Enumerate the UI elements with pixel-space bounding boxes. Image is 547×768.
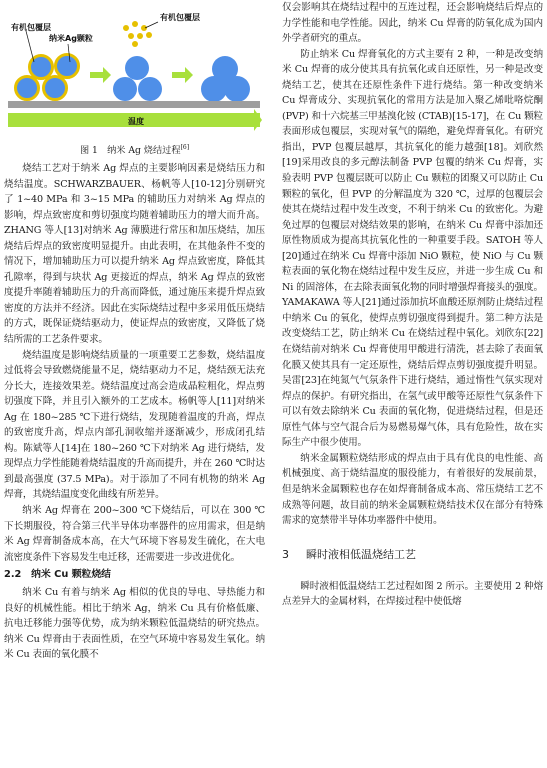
label-temperature: 温度: [128, 117, 144, 126]
figure-1-sintering-diagram: [4, 0, 265, 140]
figure-caption: 图 1 纳米 Ag 烧结过程[6]: [79, 143, 190, 156]
label-nano-ag: 纳米Ag颗粒: [49, 34, 93, 43]
section-heading-2-2: 2.2 纳米 Cu 颗粒烧结: [4, 569, 111, 581]
label-organic-coating-2: 有机包覆层: [160, 13, 200, 22]
left-column: [4, 0, 265, 663]
arrow-icon: [90, 67, 111, 83]
sintering-schematic: [4, 0, 265, 140]
arrow-icon: [172, 67, 193, 83]
section-heading-3: 3 瞬时液相低温烧结工艺: [282, 547, 416, 561]
stage-2-particles: [113, 21, 162, 101]
paragraph-temperature: 烧结温度是影响烧结质量的一项重要工艺参数，烧结温度过低将会导致燃烧能量不足，烧结驱动力不足，烧结颈无法充分长大，连接效果差。烧结温度过高会造成晶粒粗化，焊点剪切强度下降，并且引入额外的工艺成本。杨帆等人[11]对纳米 Ag 在 180~285 ℃下进行烧结，发现随着温度的升高，焊点的致密度升高，焊点内部孔洞收缩并逐渐减少，形成闭孔结构。陈斌等人[14]在 180~260 ℃下对纳米 Ag 进行烧结，发现焊点力学性能随着烧结温度的升高而提升，并在 260 ℃时达到最高强度 (37.5 MPa)。对于添加了不同有机物的纳米 Ag 焊膏，其烧结温度变化曲线有所差异。: [4, 349, 265, 501]
label-organic-coating: 有机包覆层: [11, 23, 51, 32]
paragraph-summary: 纳米金属颗粒烧结形成的焊点由于具有优良的电性能、高机械强度、高于烧结温度的服役能力，有着很好的发展前景，但是纳米金属颗粒也存在如焊膏制备成本高、常压烧结工艺不成熟等问题，故目前的纳米金属颗粒烧结技术仅在部分有特殊需求的宽禁带半导体功率器件中使用。: [282, 452, 543, 527]
temperature-arrow-icon: [254, 109, 262, 131]
substrate: [8, 101, 260, 108]
paragraph-pressure: 烧结工艺对于纳米 Ag 焊点的主要影响因素是烧结压力和烧结温度。SCHWARZBAUER、杨帆等人[10-12]分别研究了 1~40 MPa 和 3~15 MPa 的辅助压力对纳米 Ag 焊点的影响，焊点致密度和剪切强度均随着辅助压力的增大而升高。ZHANG 等人[13]对纳米 Ag 薄膜进行常压和加压烧结，加压烧结后焊点的致密度明显提升。由此表明，在其他条件不变的情况下，增加辅助压力可以提升纳米 Ag 焊点致密度，降低其孔隙率，得到与块状 Ag 更接近的焊点，纳米 Ag 焊点的致密度提升率随着辅助压力的升高而降低，通过施压来提升焊点致密度的方法并不经济。因此在实际烧结过程中多采用低压烧结的方式，既保证烧结驱动力，使证焊点的致密度，又降低了烧结所需的工艺条件要求。: [4, 163, 265, 346]
right-column: [282, 0, 543, 610]
paragraph-oxidation-methods: 防止纳米 Cu 焊膏氧化的方式主要有 2 种，一种是改变纳米 Cu 焊膏的成分使其具有抗氧化或自还原性，另一种是改变烧结工艺，使其在还原性条件下进行烧结。第一种改变纳米 Cu 焊膏成分、实现抗氧化的常用方法是加入聚乙烯吡咯烷酮 (PVP) 和十六烷基三甲基溴化铵 (CTAB)[15-17]，在 Cu 颗粒表面形成包覆层，实现对氧气的隔绝，避免焊膏氧化。有研究指出，PVP 包覆层越厚，其抗氧化的能力越强[18]。刘欣然[19]采用改良的多元醇法制备 PVP 包覆的纳米 Cu 焊膏，实验表明 PVP 包覆层既可以防止 Cu 颗粒的团聚又可以防止 Cu 颗粒的氧化，但 PVP 的分解温度为 320 ℃，过厚的包覆层会使其在烧结过程中发生改变，不利于纳米 Cu 的致密化。为避免过厚的包覆层对烧结效果的影响，在纳米 Cu 焊膏中添加还原性物质成为提高其抗氧化性的一种重要手段。SATOH 等人[20]通过在纳米 Cu 焊膏中添加 NiO 颗粒，使 NiO 与 Cu 颗粒表面的氧化物在烧结过程中发生反应，并进一步生成 Cu 和 Ni 的固溶体，在去除表面氧化物的同时增强焊膏接头的强度。YAMAKAWA 等人[21]通过添加抗坏血酸还原剂防止烧结过程中纳米 Cu 的氧化，使焊点剪切强度得到提升。第二种方法是改变烧结工艺，防止纳米 Cu 在烧结过程中氧化。刘欣东[22]在烧结前对纳米 Cu 焊膏使用甲酸进行清洗，甚去除了表面氧化膜又使其具有一定还原性，烧结后焊点剪切强度提升明显。吴雷[23]在纯氮气气氛条件下进行烧结，通过惰性气氛实现对焊点的保护。有研究指出，在氢气或甲酸等还原性气氛条件下可以有效去除纳米 Cu 表面的氧化物，促进烧结过程，但是还原性气体与空气混合后为易燃易爆气体，具有危险性，故在实际生产中很少使用。: [282, 48, 543, 449]
paragraph-cu-intro: 纳米 Cu 有着与纳米 Ag 相似的优良的导电、导热能力和良好的机械性能。相比于纳米 Ag，纳米 Cu 具有价格低廉、抗电迁移能力强等优势，成为纳米颗粒低温烧结的研究热点。纳米 Cu 焊膏由于表面性质，在空气环境中容易发生氧化。纳米 Cu 表面的氧化膜不: [4, 587, 265, 661]
stage-3-sintered: [201, 56, 250, 102]
paragraph-tlp: 瞬时液相低温烧结工艺过程如图 2 所示。主要使用 2 种熔点差异大的金属材料，在焊接过程中使低熔: [282, 580, 543, 608]
paragraph-continued: 仅会影响其在烧结过程中的互连过程，还会影响烧结后焊点的力学性能和电学性能。因此，纳米 Cu 焊膏的防氧化成为国内外学者研究的重点。: [282, 2, 543, 45]
stage-1-particles: [16, 55, 79, 100]
paragraph-ag-paste: 纳米 Ag 焊膏在 200~300 ℃下烧结后，可以在 300 ℃下长期服役，符合第三代半导体功率器件的应用需求，但是纳米 Ag 焊膏制备成本高，在大气环境下容易发生硫化，在大电流密度条件下容易发生电迁移，还需要进一步改进优化。: [4, 505, 265, 563]
